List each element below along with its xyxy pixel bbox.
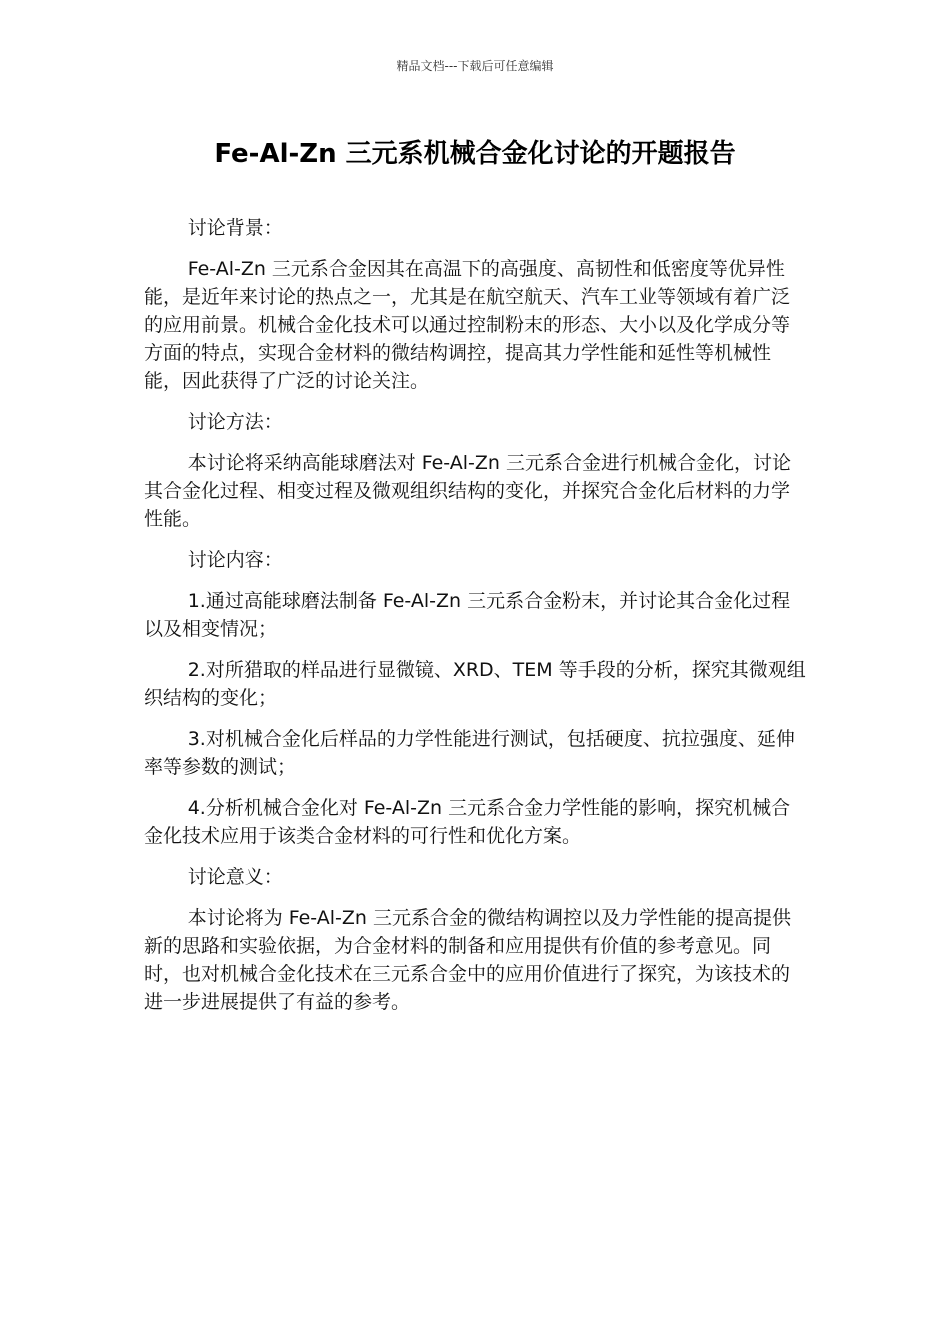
paragraph-method: 本讨论将采纳高能球磨法对 Fe-Al-Zn 三元系合金进行机械合金化，讨论其合金化过程、相变过程及微观组织结构的变化，并探究合金化后材料的力学性能。 [144,452,791,530]
document-body [144,214,806,1029]
section-heading-method: 讨论方法： [187,411,283,433]
paragraph-content-item-1: 1.通过高能球磨法制备 Fe-Al-Zn 三元系合金粉末，并讨论其合金化过程以及相变情况； [144,590,791,640]
section-heading-background: 讨论背景： [187,217,283,239]
document-title: Fe-Al-Zn 三元系机械合金化讨论的开题报告 [214,139,736,169]
section-heading-content: 讨论内容： [187,549,283,571]
paragraph-background: Fe-Al-Zn 三元系合金因其在高温下的高强度、高韧性和低密度等优异性能，是近年来讨论的热点之一，尤其是在航空航天、汽车工业等领域有着广泛的应用前景。机械合金化技术可以通过控制粉末的形态、大小以及化学成分等方面的特点，实现合金材料的微结构调控，提高其力学性能和延性等机械性能，因此获得了广泛的讨论关注。 [144,258,791,392]
page-header: 精品文档---下载后可任意编辑 [396,59,554,73]
paragraph-content-item-2: 2.对所猎取的样品进行显微镜、XRD、TEM 等手段的分析，探究其微观组织结构的变化； [144,659,806,709]
section-heading-significance: 讨论意义： [187,866,283,888]
paragraph-significance: 本讨论将为 Fe-Al-Zn 三元系合金的微结构调控以及力学性能的提高提供新的思路和实验依据，为合金材料的制备和应用提供有价值的参考意见。同时，也对机械合金化技术在三元系合金中的应用价值进行了探究，为该技术的进一步进展提供了有益的参考。 [144,907,791,1013]
paragraph-content-item-4: 4.分析机械合金化对 Fe-Al-Zn 三元系合金力学性能的影响，探究机械合金化技术应用于该类合金材料的可行性和优化方案。 [144,797,791,847]
paragraph-content-item-3: 3.对机械合金化后样品的力学性能进行测试，包括硬度、抗拉强度、延伸率等参数的测试； [144,728,795,778]
